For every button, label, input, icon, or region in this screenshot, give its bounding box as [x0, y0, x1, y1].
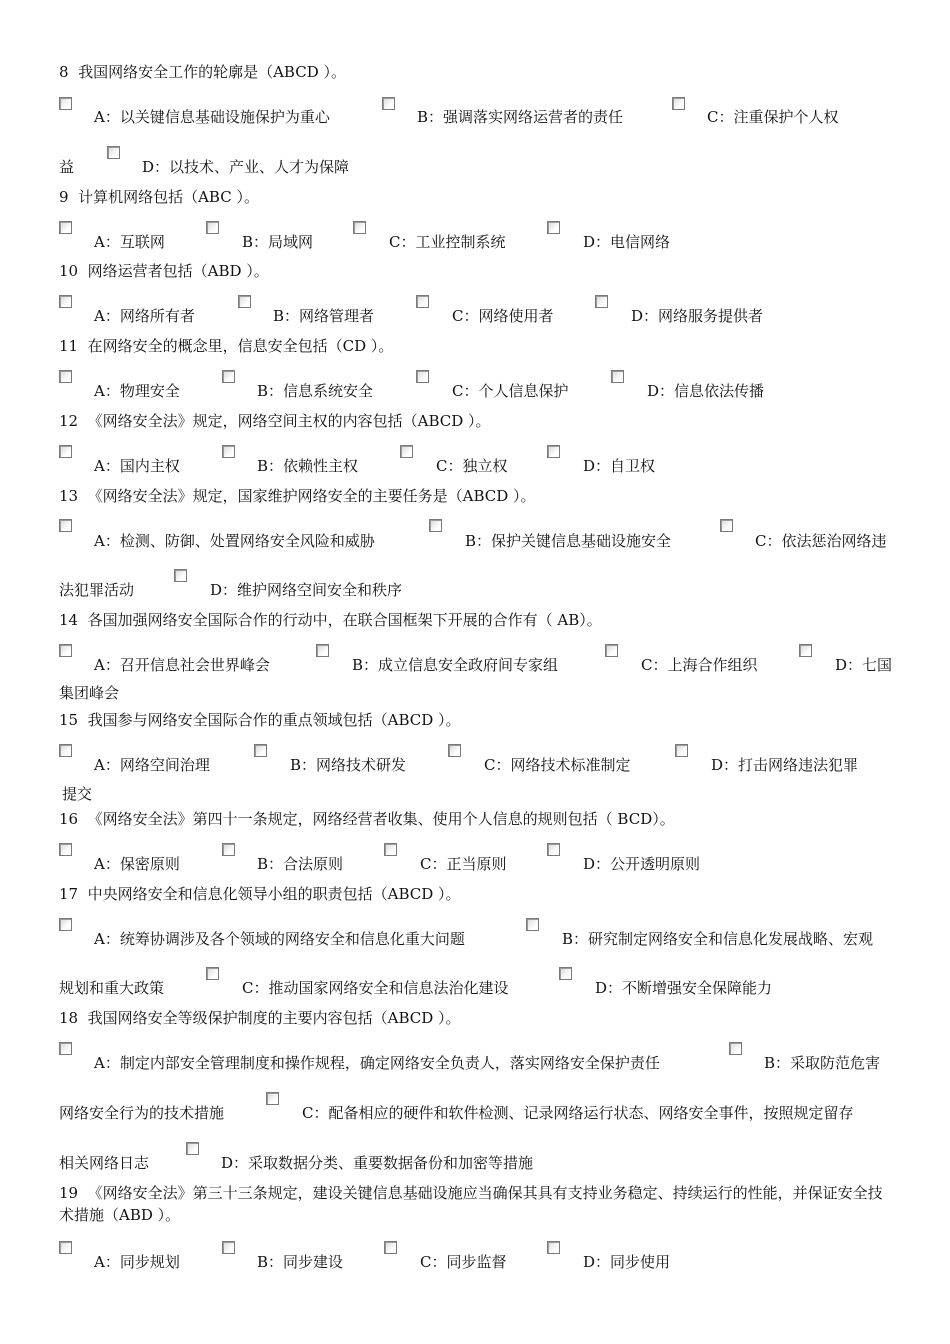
option-label: B：信息系统安全 [257, 382, 374, 400]
question-17: 17 中央网络安全和信息化领导小组的职责包括（ABCD ）。 [59, 885, 461, 903]
question-16: 16 《网络安全法》第四十一条规定，网络经营者收集、使用个人信息的规则包括（ BCD）。 [59, 810, 675, 828]
question-11: 11 在网络安全的概念里，信息安全包括（CD ）。 [59, 337, 394, 355]
option-label: 法犯罪活动 [59, 581, 135, 599]
option-label: B：强调落实网络运营者的责任 [417, 108, 624, 126]
question-14: 14 各国加强网络安全国际合作的行动中，在联合国框架下开展的合作有（ AB）。 [59, 611, 602, 629]
option-label: C：独立权 [436, 457, 508, 475]
option-label: D：打击网络违法犯罪 [711, 756, 859, 774]
question-9: 9 计算机网络包括（ABC ）。 [59, 188, 259, 206]
question-12: 12 《网络安全法》规定，网络空间主权的内容包括（ABCD ）。 [59, 412, 491, 430]
option-label: D：七国 [835, 656, 893, 674]
option-label: D：采取数据分类、重要数据备份和加密等措施 [221, 1154, 534, 1172]
option-label: A：统筹协调涉及各个领域的网络安全和信息化重大问题 [94, 930, 465, 948]
option-label: B：保护关键信息基础设施安全 [465, 532, 672, 550]
option-label: 相关网络日志 [59, 1154, 150, 1172]
checkbox[interactable] [222, 370, 235, 383]
checkbox[interactable] [222, 445, 235, 458]
checkbox[interactable] [206, 221, 219, 234]
option-label: A：召开信息社会世界峰会 [94, 656, 270, 674]
option-label: 网络安全行为的技术措施 [59, 1104, 225, 1122]
checkbox[interactable] [266, 1092, 279, 1105]
question-13: 13 《网络安全法》规定，国家维护网络安全的主要任务是（ABCD ）。 [59, 487, 536, 505]
checkbox[interactable] [254, 744, 267, 757]
option-label: B：研究制定网络安全和信息化发展战略、宏观 [562, 930, 874, 948]
question-18: 18 我国网络安全等级保护制度的主要内容包括（ABCD ）。 [59, 1009, 461, 1027]
option-label: A：检测、防御、处置网络安全风险和威胁 [94, 532, 375, 550]
checkbox[interactable] [222, 1241, 235, 1254]
checkbox[interactable] [353, 221, 366, 234]
question-19: 19 《网络安全法》第三十三条规定，建设关键信息基础设施应当确保其具有支持业务稳定、持续运行的性能，并保证安全技术措施（ABD ）。 [59, 1184, 883, 1224]
option-label: C：工业控制系统 [389, 233, 506, 251]
option-label: 益 [59, 158, 75, 176]
checkbox[interactable] [59, 519, 72, 532]
option-label: A：物理安全 [94, 382, 180, 400]
option-label: A：保密原则 [94, 855, 180, 873]
option-label: D：电信网络 [583, 233, 671, 251]
checkbox[interactable] [316, 644, 329, 657]
checkbox[interactable] [799, 644, 812, 657]
option-label: B：成立信息安全政府间专家组 [352, 656, 559, 674]
option-label: C：网络使用者 [452, 307, 554, 325]
option-label: B：合法原则 [257, 855, 344, 873]
checkbox[interactable] [448, 744, 461, 757]
option-label: A：网络空间治理 [94, 756, 210, 774]
question-15: 15 我国参与网络安全国际合作的重点领域包括（ABCD ）。 [59, 711, 461, 729]
checkbox[interactable] [59, 445, 72, 458]
checkbox[interactable] [720, 519, 733, 532]
checkbox[interactable] [174, 569, 187, 582]
checkbox[interactable] [547, 445, 560, 458]
checkbox[interactable] [238, 295, 251, 308]
checkbox[interactable] [400, 445, 413, 458]
option-label: A：制定内部安全管理制度和操作规程，确定网络安全负责人，落实网络安全保护责任 [94, 1054, 660, 1072]
option-label: D：公开透明原则 [583, 855, 701, 873]
checkbox[interactable] [59, 1241, 72, 1254]
option-label: C：配备相应的硬件和软件检测、记录网络运行状态、网络安全事件，按照规定留存 [302, 1104, 854, 1122]
option-label: C：同步监督 [420, 1253, 507, 1271]
checkbox[interactable] [382, 97, 395, 110]
checkbox[interactable] [559, 967, 572, 980]
option-label: C：上海合作组织 [641, 656, 758, 674]
checkbox[interactable] [547, 221, 560, 234]
checkbox[interactable] [384, 1241, 397, 1254]
option-label: C：推动国家网络安全和信息法治化建设 [242, 979, 509, 997]
checkbox[interactable] [595, 295, 608, 308]
option-label: D：同步使用 [583, 1253, 671, 1271]
option-label: D：自卫权 [583, 457, 656, 475]
checkbox[interactable] [59, 744, 72, 757]
checkbox[interactable] [416, 295, 429, 308]
checkbox[interactable] [729, 1042, 742, 1055]
checkbox[interactable] [526, 918, 539, 931]
checkbox[interactable] [384, 843, 397, 856]
checkbox[interactable] [429, 519, 442, 532]
question-10: 10 网络运营者包括（ABD ）。 [59, 262, 269, 280]
option-label: A：国内主权 [94, 457, 180, 475]
option-label: D：信息依法传播 [647, 382, 765, 400]
option-label: A：互联网 [94, 233, 165, 251]
option-label: B：依赖性主权 [257, 457, 359, 475]
checkbox[interactable] [206, 967, 219, 980]
checkbox[interactable] [59, 644, 72, 657]
option-label: A：网络所有者 [94, 307, 195, 325]
checkbox[interactable] [59, 295, 72, 308]
option-label: C：依法惩治网络违 [755, 532, 887, 550]
checkbox[interactable] [675, 744, 688, 757]
checkbox[interactable] [416, 370, 429, 383]
option-label: C：个人信息保护 [452, 382, 569, 400]
option-label: D：以技术、产业、人才为保障 [142, 158, 350, 176]
checkbox[interactable] [59, 370, 72, 383]
option-label: 集团峰会 [59, 684, 120, 702]
option-label: D：网络服务提供者 [631, 307, 764, 325]
checkbox[interactable] [611, 370, 624, 383]
question-8: 8 我国网络安全工作的轮廓是（ABCD ）。 [59, 63, 347, 81]
option-label: C：网络技术标准制定 [484, 756, 631, 774]
checkbox[interactable] [59, 1042, 72, 1055]
option-label: 提交 [62, 785, 93, 803]
option-label: 规划和重大政策 [59, 979, 165, 997]
checkbox[interactable] [59, 918, 72, 931]
option-label: A：同步规划 [94, 1253, 180, 1271]
option-label: B：同步建设 [257, 1253, 344, 1271]
checkbox[interactable] [59, 843, 72, 856]
option-label: B：局域网 [242, 233, 314, 251]
option-label: B：采取防范危害 [764, 1054, 881, 1072]
checkbox[interactable] [59, 221, 72, 234]
checkbox[interactable] [186, 1142, 199, 1155]
option-label: D：不断增强安全保障能力 [595, 979, 773, 997]
checkbox[interactable] [59, 97, 72, 110]
option-label: B：网络技术研发 [290, 756, 407, 774]
checkbox[interactable] [605, 644, 618, 657]
checkbox[interactable] [672, 97, 685, 110]
checkbox[interactable] [547, 843, 560, 856]
checkbox[interactable] [547, 1241, 560, 1254]
checkbox[interactable] [222, 843, 235, 856]
option-label: C：注重保护个人权 [707, 108, 839, 126]
option-label: D：维护网络空间安全和秩序 [210, 581, 403, 599]
option-label: A：以关键信息基础设施保护为重心 [94, 108, 330, 126]
option-label: C：正当原则 [420, 855, 507, 873]
checkbox[interactable] [107, 146, 120, 159]
option-label: B：网络管理者 [273, 307, 375, 325]
